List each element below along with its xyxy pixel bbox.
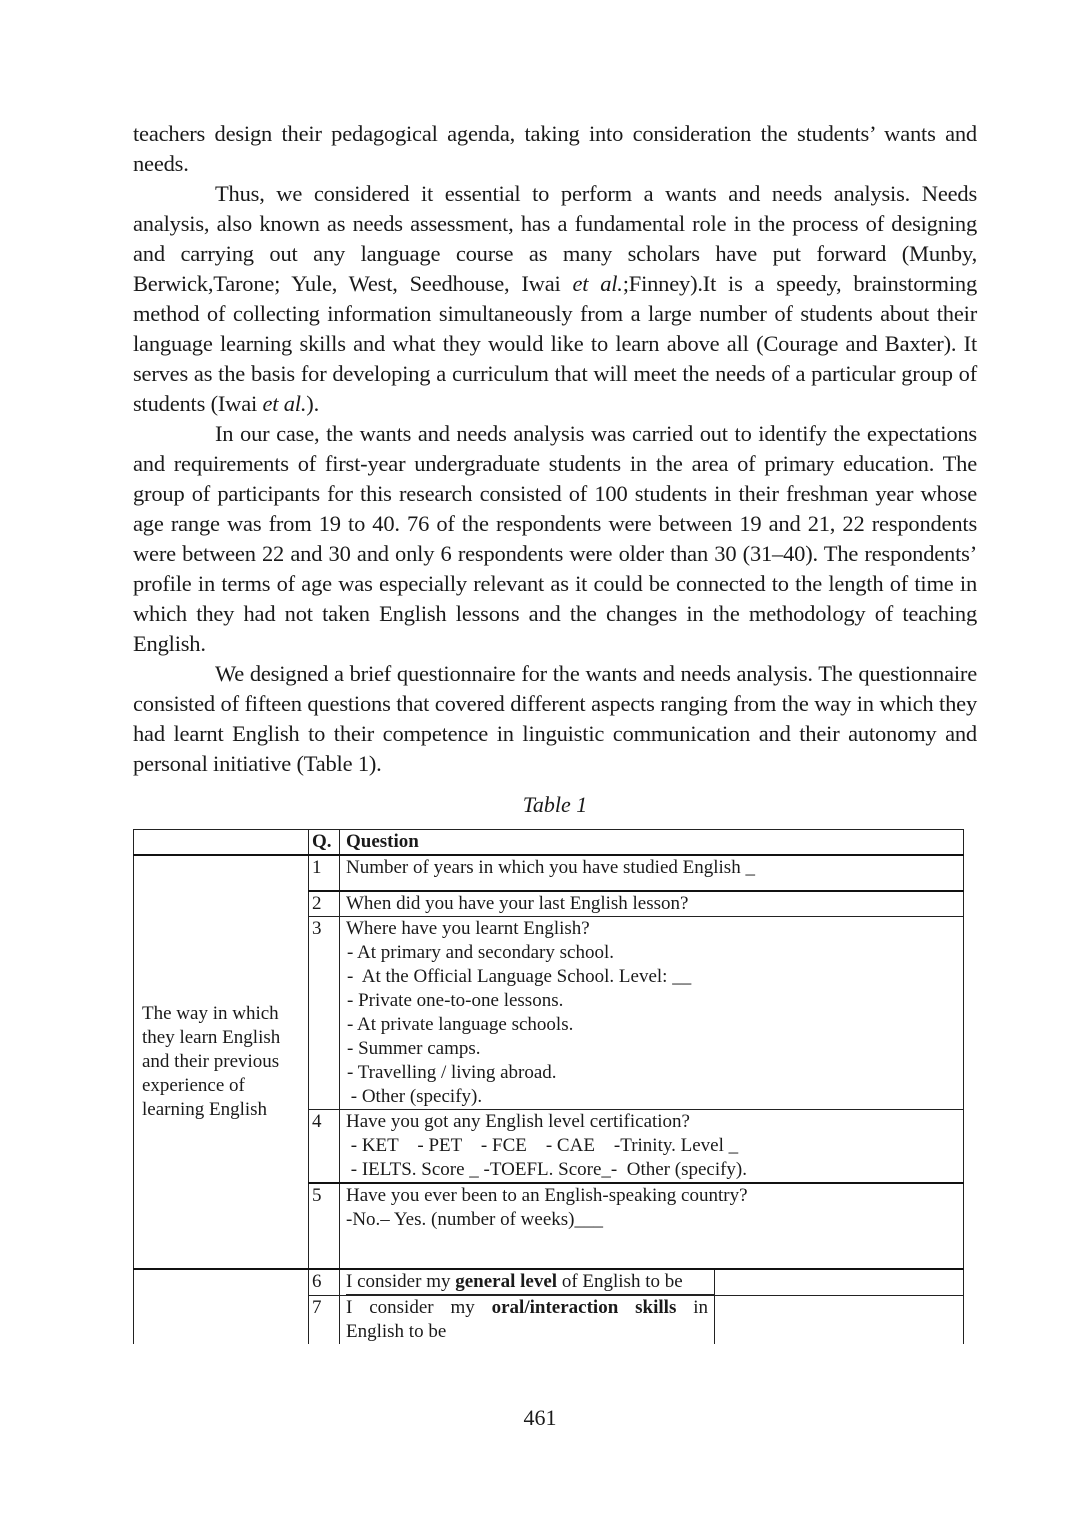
page-body	[133, 119, 977, 1344]
option-line: -No.– Yes. (number of weeks)___	[346, 1209, 603, 1230]
option-line: - At private language schools.	[347, 1014, 574, 1035]
question-text	[340, 1296, 964, 1345]
header-category	[134, 830, 309, 856]
table-row	[134, 1269, 964, 1296]
option-line: - Other (specify).	[346, 1086, 483, 1107]
question-line: Number of years in which you have studied English _	[346, 857, 755, 878]
question-statement	[346, 1270, 715, 1295]
question-number: 6	[309, 1269, 340, 1296]
statement-text: I consider my	[346, 1297, 492, 1318]
paragraph-1: teachers design their pedagogical agenda, taking into consideration the students’ wants and needs.	[133, 121, 977, 176]
question-line: Where have you learnt English?	[346, 918, 590, 939]
question-number: 1	[309, 855, 340, 891]
category-cell	[134, 1269, 309, 1344]
option-line: - Travelling / living abroad.	[347, 1062, 557, 1083]
question-statement	[346, 1296, 715, 1344]
option-line: - KET - PET - FCE - CAE -Trinity. Level _	[346, 1135, 739, 1156]
question-text	[340, 891, 964, 917]
statement-text: in English to be	[346, 1297, 709, 1342]
table-row	[134, 855, 964, 891]
question-line: Have you ever been to an English-speaking country?	[346, 1185, 748, 1206]
questionnaire-table	[133, 829, 964, 1344]
paragraph-4: We designed a brief questionnaire for the wants and needs analysis. The questionnaire consisted of fifteen questions that covered different aspects ranging from the way in which they had learnt English to their competence in linguistic communication and their autonomy and personal initiative (Table 1).	[133, 661, 977, 776]
header-question: Question	[340, 830, 964, 856]
table-caption: Table 1	[522, 792, 588, 817]
statement-emphasis: general level	[455, 1271, 558, 1292]
statement-text: of English to be	[557, 1271, 683, 1292]
page-number: 461	[523, 1405, 557, 1430]
citation-italic: et al.	[262, 391, 307, 416]
citation-italic: et al.	[572, 271, 623, 296]
question-line: Have you got any English level certification?	[346, 1111, 690, 1132]
question-text	[340, 1183, 964, 1269]
question-number: 7	[309, 1296, 340, 1345]
question-text	[340, 917, 964, 1110]
paragraph-2-text-a: Thus, we considered it essential to perform a wants and needs analysis. Needs analysis, also known as needs assessment, has a fundamental role in the process of designing and carrying out any language course as many scholars have put forward (Munby, Berwick,Tarone; Yule, West, Seedhouse, Iwai	[133, 181, 977, 296]
header-q: Q.	[309, 830, 340, 856]
question-number: 2	[309, 891, 340, 917]
category-cell: The way in which they learn English and their previous experience of learning English	[134, 855, 309, 1269]
question-line: When did you have your last English lesson?	[346, 893, 689, 914]
option-line: - Private one-to-one lessons.	[347, 990, 564, 1011]
question-text	[340, 1110, 964, 1184]
paragraph-2-text-b: ;Finney).It is a speedy, brainstorming method of collecting information simultaneously from a large number of students about their language learning skills and what they would like to learn above all (Courage and Baxter). It serves as the basis for developing a curriculum that will meet the needs of a particular group of students (Iwai	[133, 271, 977, 416]
table-header-row	[134, 830, 964, 856]
option-line: - At primary and secondary school.	[347, 942, 614, 963]
question-text	[340, 855, 964, 891]
option-line: - IELTS. Score _ -TOEFL. Score_- Other (specify).	[346, 1159, 748, 1180]
question-number: 5	[309, 1183, 340, 1269]
paragraph-2	[133, 179, 977, 419]
statement-emphasis: oral/interaction skills	[491, 1297, 677, 1318]
question-number: 3	[309, 917, 340, 1110]
option-line: - At the Official Language School. Level: __	[347, 966, 692, 987]
question-text	[340, 1269, 964, 1296]
question-number: 4	[309, 1110, 340, 1184]
paragraph-2-text-c: ).	[306, 391, 319, 416]
paragraph-3: In our case, the wants and needs analysis was carried out to identify the expectations and requirements of first-year undergraduate students in the area of primary education. The group of participants for this research consisted of 100 students in their freshman year whose age range was from 19 to 40. 76 of the respondents were between 19 and 21, 22 respondents were between 22 and 30 and only 6 respondents were older than 30 (31–40). The respondents’ profile in terms of age was especially relevant as it could be connected to the length of time in which they had not taken English lessons and the changes in the methodology of teaching English.	[133, 421, 977, 656]
statement-text: I consider my	[346, 1271, 456, 1292]
option-line: - Summer camps.	[347, 1038, 481, 1059]
